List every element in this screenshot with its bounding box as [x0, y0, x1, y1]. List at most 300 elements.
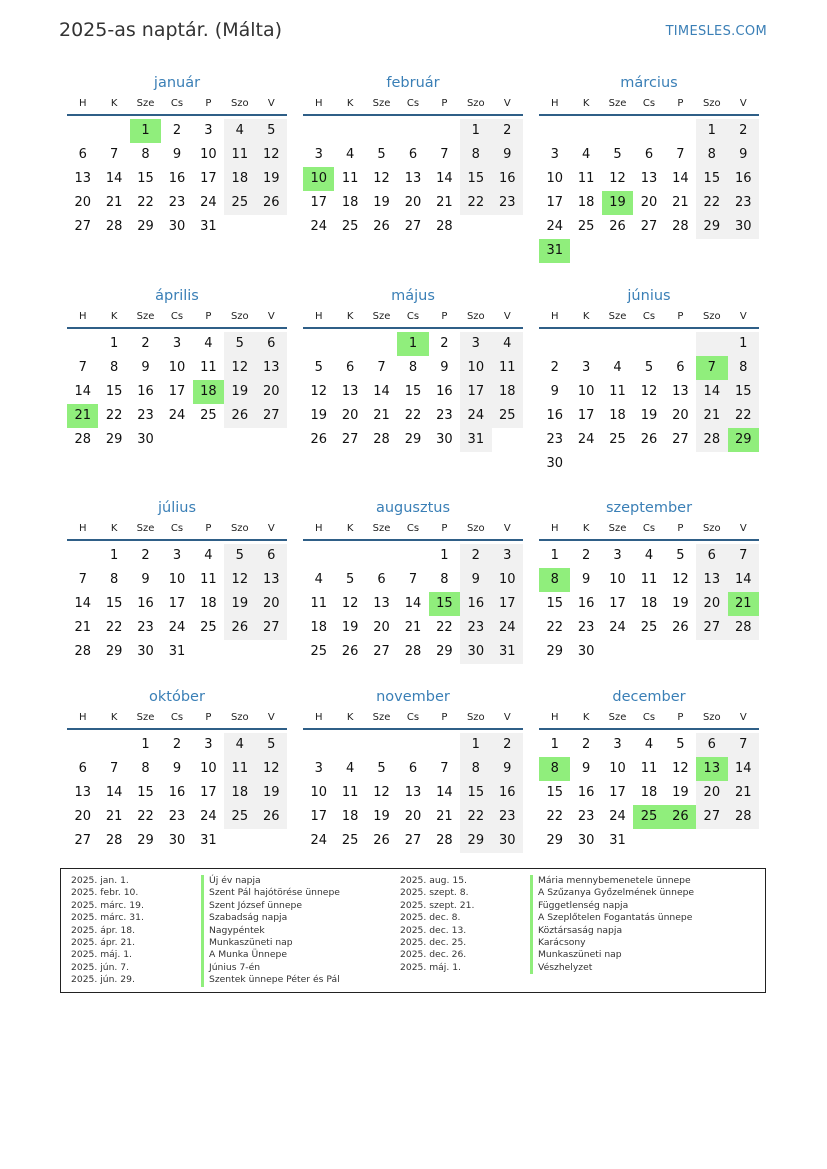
day-cell: 7 — [109, 147, 119, 162]
header-divider — [303, 327, 523, 329]
day-cell: 14 — [74, 596, 91, 611]
weekday-header — [303, 711, 523, 725]
holiday-day: 21 — [67, 404, 98, 428]
day-cell: 30 — [137, 432, 154, 447]
legend-item — [400, 925, 694, 937]
day-cell: 3 — [581, 360, 591, 375]
legend-date: 2025. szept. 8. — [400, 887, 469, 899]
day-cell: 22 — [546, 809, 563, 824]
day-cell: 12 — [640, 384, 658, 399]
day-cell: 8 — [460, 757, 491, 781]
day-cell: 30 — [168, 833, 186, 848]
day-cell: 28 — [696, 428, 727, 452]
day-cell: 25 — [341, 833, 359, 848]
holiday-day: 18 — [193, 380, 224, 404]
weekday-label: P — [205, 311, 212, 322]
legend-date: 2025. dec. 25. — [400, 936, 467, 948]
header-divider — [303, 728, 523, 730]
day-cell: 18 — [577, 195, 595, 210]
weekday-label: H — [78, 311, 87, 322]
day-cell: 20 — [256, 592, 287, 616]
day-cell: 23 — [460, 616, 491, 640]
day-cell: 15 — [137, 171, 154, 186]
day-cell: 11 — [492, 356, 523, 380]
weekday-header — [67, 522, 287, 536]
empty-cell — [633, 332, 664, 356]
month-name: április — [155, 288, 199, 304]
weekday-label: P — [441, 712, 448, 723]
day-cell: 30 — [168, 219, 186, 234]
day-cell: 29 — [436, 644, 453, 659]
day-cell: 21 — [404, 620, 422, 635]
day-cell: 2 — [141, 336, 150, 351]
empty-cell — [67, 544, 98, 568]
month-name: február — [386, 75, 440, 91]
day-cell: 18 — [224, 167, 255, 191]
day-cell: 7 — [440, 761, 449, 776]
legend-holiday-name: Szent Pál hajótörése ünnepe — [209, 887, 340, 899]
legend-date: 2025. dec. 13. — [400, 924, 467, 936]
day-cell: 10 — [200, 147, 217, 162]
weekday-label: Szo — [466, 98, 485, 109]
day-cell: 20 — [74, 809, 91, 824]
day-cell: 14 — [672, 171, 689, 186]
day-cell: 4 — [345, 147, 355, 162]
day-cell: 9 — [460, 568, 491, 592]
day-cell: 9 — [728, 143, 759, 167]
weekday-label: P — [441, 98, 448, 109]
month-block — [303, 74, 523, 239]
weekday-label: V — [267, 712, 275, 723]
day-cell: 18 — [224, 781, 255, 805]
day-cell: 23 — [546, 432, 563, 447]
weekday-label: P — [677, 523, 684, 534]
day-cell: 28 — [436, 833, 453, 848]
day-cell: 16 — [728, 167, 759, 191]
legend-date: 2025. dec. 8. — [400, 912, 461, 924]
day-cell: 7 — [728, 733, 759, 757]
day-cell: 28 — [672, 219, 689, 234]
legend-holiday-name: Munkaszüneti nap — [209, 936, 293, 948]
day-cell: 30 — [460, 640, 491, 664]
day-cell: 17 — [609, 785, 626, 800]
weekday-header — [67, 97, 287, 111]
day-cell: 6 — [696, 733, 727, 757]
legend-item — [71, 900, 340, 912]
legend-date: 2025. márc. 19. — [71, 899, 144, 911]
day-cell: 11 — [640, 572, 658, 587]
day-cell: 4 — [204, 548, 213, 563]
holiday-day: 7 — [696, 356, 727, 380]
day-cell: 24 — [168, 408, 186, 423]
day-cell: 11 — [310, 596, 327, 611]
weekday-label: K — [582, 712, 590, 723]
day-cell: 27 — [696, 616, 727, 640]
day-cell: 9 — [440, 360, 449, 375]
weekday-label: K — [110, 712, 118, 723]
legend-holiday-name: Június 7-én — [209, 961, 261, 973]
day-cell: 20 — [341, 408, 359, 423]
weekday-label: Cs — [642, 311, 656, 322]
day-cell: 4 — [613, 360, 622, 375]
legend-item — [400, 912, 694, 924]
legend-holiday-name: Nagypéntek — [209, 924, 265, 936]
weekday-label: Cs — [642, 523, 656, 534]
header-divider — [539, 114, 759, 116]
day-cell: 27 — [256, 616, 287, 640]
holiday-day: 25 — [633, 805, 664, 829]
weekday-label: Szo — [466, 311, 485, 322]
day-cell: 15 — [105, 384, 123, 399]
day-cell: 21 — [728, 781, 759, 805]
weekday-label: Sze — [136, 311, 155, 322]
day-cell: 14 — [373, 384, 390, 399]
days-grid — [67, 733, 287, 853]
day-cell: 10 — [200, 761, 217, 776]
day-cell: 9 — [141, 360, 150, 375]
day-cell: 23 — [728, 191, 759, 215]
month-name: szeptember — [605, 500, 693, 516]
holiday-day: 26 — [665, 805, 696, 829]
day-cell: 16 — [168, 785, 186, 800]
day-cell: 8 — [141, 147, 150, 162]
empty-cell — [602, 332, 633, 356]
legend-item — [71, 949, 340, 961]
days-grid — [67, 119, 287, 239]
day-cell: 2 — [172, 737, 182, 752]
day-cell: 3 — [550, 147, 559, 162]
day-cell: 17 — [200, 171, 217, 186]
weekday-label: K — [110, 98, 118, 109]
day-cell: 3 — [172, 336, 182, 351]
day-cell: 6 — [696, 544, 727, 568]
day-cell: 20 — [404, 195, 422, 210]
legend-date: 2025. szept. 21. — [400, 899, 475, 911]
day-cell: 27 — [256, 404, 287, 428]
weekday-label: H — [550, 311, 559, 322]
legend-item — [400, 962, 694, 974]
day-cell: 24 — [460, 404, 491, 428]
empty-cell — [366, 119, 397, 143]
weekday-header — [67, 711, 287, 725]
header-divider — [303, 114, 523, 116]
day-cell: 27 — [373, 644, 390, 659]
day-cell: 30 — [577, 833, 595, 848]
day-cell: 11 — [341, 171, 359, 186]
day-cell: 6 — [676, 360, 685, 375]
day-cell: 19 — [256, 781, 287, 805]
weekday-label: K — [582, 523, 590, 534]
weekday-label: Szo — [230, 98, 249, 109]
days-grid — [539, 733, 759, 853]
day-cell: 19 — [224, 592, 255, 616]
weekday-label: Szo — [702, 98, 721, 109]
legend-color-marker — [201, 875, 204, 887]
day-cell: 29 — [137, 833, 154, 848]
day-cell: 15 — [105, 596, 123, 611]
empty-cell — [602, 119, 633, 143]
legend-holiday-name: A Szeplőtelen Fogantatás ünnepe — [538, 912, 693, 924]
weekday-label: K — [582, 311, 590, 322]
empty-cell — [397, 733, 428, 757]
day-cell: 12 — [373, 171, 390, 186]
day-cell: 3 — [460, 332, 491, 356]
day-cell: 10 — [546, 171, 563, 186]
weekday-label: Sze — [372, 523, 391, 534]
month-name: augusztus — [375, 500, 451, 516]
day-cell: 28 — [105, 219, 123, 234]
weekday-label: V — [503, 712, 511, 723]
day-cell: 20 — [640, 195, 658, 210]
weekday-label: H — [314, 523, 323, 534]
day-cell: 4 — [204, 336, 213, 351]
legend-date: 2025. febr. 10. — [71, 887, 139, 899]
weekday-label: K — [346, 98, 354, 109]
weekday-label: V — [267, 98, 275, 109]
day-cell: 10 — [492, 568, 523, 592]
day-cell: 14 — [436, 785, 453, 800]
day-cell: 26 — [640, 432, 658, 447]
day-cell: 10 — [460, 356, 491, 380]
day-cell: 12 — [672, 572, 689, 587]
day-cell: 3 — [204, 123, 213, 138]
day-cell: 6 — [256, 332, 287, 356]
weekday-label: Sze — [372, 311, 391, 322]
day-cell: 28 — [74, 644, 91, 659]
month-name: július — [157, 500, 197, 516]
holiday-day: 31 — [539, 239, 570, 263]
empty-cell — [665, 119, 696, 143]
day-cell: 9 — [492, 757, 523, 781]
legend-color-marker — [201, 962, 204, 974]
empty-cell — [570, 332, 601, 356]
weekday-label: Sze — [608, 712, 627, 723]
legend-item — [71, 875, 340, 887]
day-cell: 9 — [550, 384, 559, 399]
day-cell: 14 — [105, 785, 123, 800]
weekday-label: H — [314, 311, 323, 322]
day-cell: 19 — [373, 195, 390, 210]
day-cell: 25 — [640, 620, 658, 635]
empty-cell — [303, 119, 334, 143]
legend-color-marker — [201, 949, 204, 961]
day-cell: 18 — [341, 809, 359, 824]
day-cell: 26 — [373, 219, 390, 234]
day-cell: 5 — [613, 147, 622, 162]
weekday-label: P — [441, 311, 448, 322]
day-cell: 1 — [460, 119, 491, 143]
weekday-label: K — [346, 712, 354, 723]
day-cell: 4 — [581, 147, 591, 162]
day-cell: 19 — [310, 408, 327, 423]
legend-holiday-name: Függetlenség napja — [538, 899, 629, 911]
legend-color-marker — [530, 962, 533, 974]
day-cell: 24 — [200, 809, 217, 824]
legend-date: 2025. máj. 1. — [400, 961, 461, 973]
day-cell: 27 — [74, 219, 91, 234]
legend-holiday-name: Szentek ünnepe Péter és Pál — [209, 974, 340, 986]
day-cell: 13 — [256, 356, 287, 380]
legend-item — [71, 974, 340, 986]
day-cell: 3 — [204, 737, 213, 752]
day-cell: 31 — [492, 640, 523, 664]
day-cell: 1 — [109, 336, 119, 351]
day-cell: 14 — [404, 596, 422, 611]
day-cell: 8 — [109, 572, 119, 587]
weekday-label: Szo — [466, 523, 485, 534]
legend-holiday-name: Új év napja — [209, 875, 261, 886]
day-cell: 4 — [314, 572, 323, 587]
legend-item — [71, 937, 340, 949]
legend-color-marker — [201, 887, 204, 899]
day-cell: 3 — [172, 548, 182, 563]
month-block — [303, 688, 523, 853]
legend-item — [400, 875, 694, 887]
legend-holiday-name: Karácsony — [538, 936, 586, 948]
day-cell: 26 — [256, 805, 287, 829]
legend-holiday-name: Szent József ünnepe — [209, 899, 303, 911]
day-cell: 21 — [696, 404, 727, 428]
weekday-header — [303, 522, 523, 536]
day-cell: 24 — [546, 219, 563, 234]
day-cell: 26 — [310, 432, 327, 447]
days-grid — [67, 544, 287, 664]
days-grid — [303, 733, 523, 853]
legend-date: 2025. dec. 26. — [400, 949, 467, 961]
day-cell: 5 — [676, 737, 685, 752]
day-cell: 6 — [377, 572, 386, 587]
legend-color-marker — [201, 937, 204, 949]
day-cell: 16 — [168, 171, 186, 186]
day-cell: 25 — [492, 404, 523, 428]
day-cell: 4 — [224, 733, 255, 757]
day-cell: 4 — [644, 548, 654, 563]
day-cell: 25 — [224, 805, 255, 829]
legend-holiday-name: Köztársaság napja — [538, 924, 623, 936]
weekday-label: H — [550, 712, 559, 723]
legend-column-right — [400, 875, 694, 974]
day-cell: 22 — [460, 805, 491, 829]
day-cell: 25 — [609, 432, 626, 447]
day-cell: 6 — [408, 761, 418, 776]
legend-item — [71, 912, 340, 924]
day-cell: 19 — [256, 167, 287, 191]
day-cell: 16 — [137, 596, 154, 611]
day-cell: 12 — [256, 143, 287, 167]
day-cell: 20 — [256, 380, 287, 404]
day-cell: 25 — [341, 219, 359, 234]
day-cell: 30 — [577, 644, 595, 659]
legend-color-marker — [201, 900, 204, 912]
month-block — [539, 688, 759, 853]
legend-item — [71, 925, 340, 937]
day-cell: 30 — [728, 215, 759, 239]
day-cell: 2 — [492, 119, 523, 143]
weekday-header — [67, 310, 287, 324]
legend-date: 2025. jún. 7. — [71, 961, 130, 973]
day-cell: 21 — [436, 195, 453, 210]
day-cell: 30 — [137, 644, 154, 659]
day-cell: 23 — [577, 809, 595, 824]
day-cell: 23 — [436, 408, 453, 423]
day-cell: 17 — [310, 809, 327, 824]
day-cell: 26 — [224, 404, 255, 428]
weekday-label: K — [582, 98, 590, 109]
empty-cell — [67, 733, 98, 757]
weekday-label: K — [346, 523, 354, 534]
day-cell: 15 — [460, 781, 491, 805]
weekday-label: Cs — [642, 98, 656, 109]
day-cell: 2 — [172, 123, 182, 138]
legend-date: 2025. ápr. 21. — [71, 936, 136, 948]
day-cell: 1 — [728, 332, 759, 356]
day-cell: 11 — [200, 360, 217, 375]
holiday-day: 8 — [539, 757, 570, 781]
days-grid — [539, 119, 759, 263]
day-cell: 1 — [109, 548, 119, 563]
brand-link[interactable]: TIMESLES.COM — [665, 24, 767, 39]
day-cell: 17 — [577, 408, 595, 423]
day-cell: 23 — [168, 195, 186, 210]
day-cell: 10 — [577, 384, 595, 399]
day-cell: 2 — [492, 733, 523, 757]
month-name: november — [376, 689, 450, 705]
day-cell: 5 — [676, 548, 685, 563]
day-cell: 24 — [577, 432, 595, 447]
day-cell: 3 — [613, 737, 622, 752]
legend-color-marker — [201, 912, 204, 924]
weekday-header — [539, 711, 759, 725]
day-cell: 8 — [408, 360, 418, 375]
weekday-label: V — [503, 311, 511, 322]
weekday-label: Szo — [466, 712, 485, 723]
day-cell: 7 — [377, 360, 386, 375]
day-cell: 20 — [672, 408, 689, 423]
day-cell: 14 — [728, 757, 759, 781]
day-cell: 1 — [460, 733, 491, 757]
weekday-label: V — [267, 311, 275, 322]
weekday-label: V — [739, 712, 747, 723]
day-cell: 19 — [373, 809, 390, 824]
day-cell: 28 — [436, 219, 453, 234]
legend-color-marker — [530, 887, 533, 899]
day-cell: 7 — [78, 572, 87, 587]
day-cell: 1 — [141, 737, 150, 752]
legend-item — [400, 900, 694, 912]
day-cell: 13 — [696, 568, 727, 592]
day-cell: 10 — [168, 572, 186, 587]
weekday-label: P — [677, 311, 684, 322]
day-cell: 30 — [436, 432, 453, 447]
empty-cell — [429, 733, 460, 757]
month-block — [303, 499, 523, 664]
day-cell: 8 — [440, 572, 449, 587]
day-cell: 2 — [141, 548, 150, 563]
day-cell: 11 — [577, 171, 595, 186]
day-cell: 17 — [492, 592, 523, 616]
legend-holiday-name: Munkaszüneti nap — [538, 949, 622, 961]
empty-cell — [334, 544, 365, 568]
legend-color-marker — [530, 900, 533, 912]
day-cell: 13 — [74, 171, 91, 186]
weekday-label: Szo — [702, 311, 721, 322]
day-cell: 5 — [644, 360, 654, 375]
day-cell: 15 — [404, 384, 422, 399]
day-cell: 3 — [492, 544, 523, 568]
weekday-label: P — [677, 98, 684, 109]
day-cell: 26 — [609, 219, 626, 234]
day-cell: 27 — [74, 833, 91, 848]
